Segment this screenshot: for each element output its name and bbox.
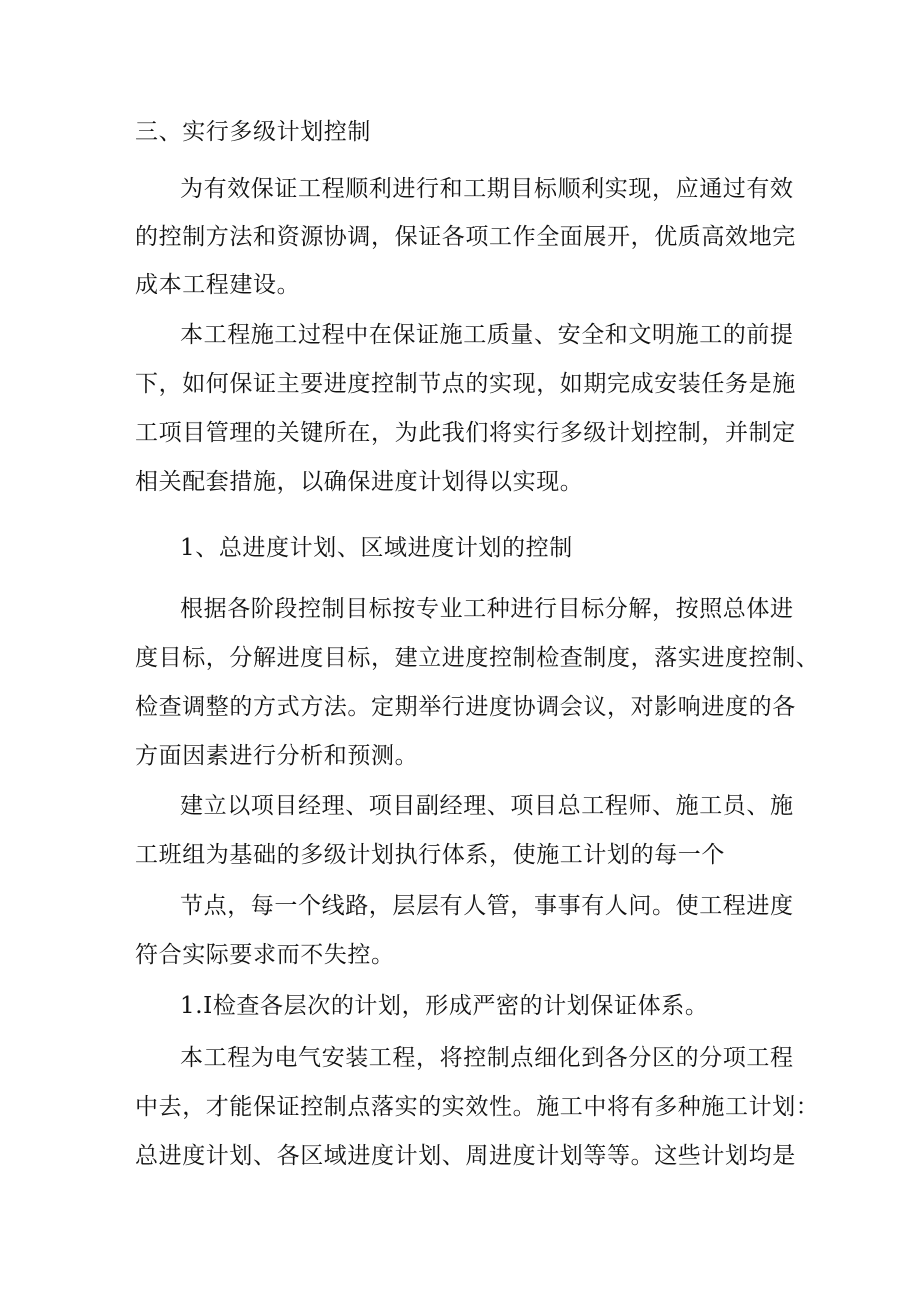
paragraph-1-line-1: 为有效保证工程顺利进行和工期目标顺利实现，应通过有效 <box>180 176 794 202</box>
paragraph-2-line-4: 相关配套措施，以确保进度计划得以实现。 <box>135 469 584 495</box>
paragraph-2-line-3: 工项目管理的关键所在，为此我们将实行多级计划控制，并制定 <box>135 420 796 446</box>
paragraph-3-line-2: 度目标，分解进度目标，建立进度控制检查制度，落实进度控制、 <box>135 645 820 671</box>
paragraph-2-line-2: 下，如何保证主要进度控制节点的实现，如期完成安装任务是施 <box>135 371 796 397</box>
paragraph-1-line-3: 成本工程建设。 <box>135 272 301 298</box>
section-heading: 三、实行多级计划控制 <box>135 119 371 145</box>
paragraph-3-line-3: 检查调整的方式方法。定期举行进度协调会议，对影响进度的各 <box>135 694 796 720</box>
subsection-heading-1: 1、总进度计划、区域进度计划的控制 <box>180 535 573 561</box>
subsection-heading-1-1: 1.I检查各层次的计划，形成严密的计划保证体系。 <box>180 993 709 1019</box>
paragraph-3-line-1: 根据各阶段控制目标按专业工种进行目标分解，按照总体进 <box>180 596 794 622</box>
paragraph-4-line-1: 建立以项目经理、项目副经理、项目总工程师、施工员、施 <box>180 793 794 819</box>
paragraph-4-line-2: 工班组为基础的多级计划执行体系，使施工计划的每一个 <box>135 842 725 868</box>
paragraph-6-line-3: 总进度计划、各区域进度计划、周进度计划等等。这些计划均是 <box>135 1143 796 1169</box>
paragraph-5-line-1: 节点，每一个线路，层层有人管，事事有人问。使工程进度 <box>180 893 794 919</box>
paragraph-1-line-2: 的控制方法和资源协调，保证各项工作全面展开，优质高效地完 <box>135 224 796 250</box>
paragraph-6-line-1: 本工程为电气安装工程，将控制点细化到各分区的分项工程 <box>180 1045 794 1071</box>
paragraph-2-line-1: 本工程施工过程中在保证施工质量、安全和文明施工的前提 <box>180 322 794 348</box>
paragraph-6-line-2: 中去，才能保证控制点落实的实效性。施工中将有多种施工计划： <box>135 1094 820 1120</box>
paragraph-5-line-2: 符合实际要求而不失控。 <box>135 942 395 968</box>
paragraph-3-line-4: 方面因素进行分析和预测。 <box>135 743 419 769</box>
